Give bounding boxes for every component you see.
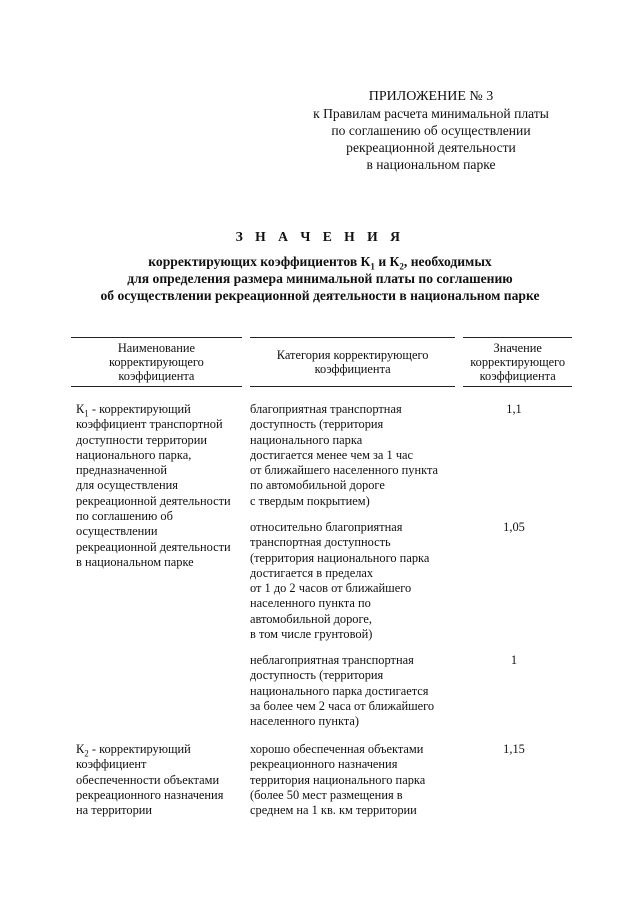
k1-symbol: К	[76, 402, 85, 416]
k1-name-line: осуществлении	[76, 524, 158, 539]
heading-line-1-part: , необходимых	[403, 254, 492, 269]
k2-category-1	[250, 742, 450, 818]
header-cell-value: Значение корректирующего коэффициента	[463, 338, 572, 387]
heading-line-1	[60, 253, 580, 270]
category-line: территория национального парка	[250, 772, 426, 787]
k2-name-line: на территории	[76, 803, 153, 818]
category-line: рекреационного назначения	[250, 757, 398, 772]
k2-symbol: К	[76, 742, 85, 756]
heading-sub: 2	[399, 261, 404, 272]
k1-name	[76, 402, 252, 570]
category-line: от 1 до 2 часов от ближайшего	[250, 581, 412, 596]
category-line: транспортная доступность	[250, 535, 391, 550]
appendix-line: рекреационной деятельности	[346, 140, 516, 155]
category-line: населенного пункта)	[250, 714, 359, 729]
category-line: по автомобильной дороге	[250, 478, 385, 493]
category-line: среднем на 1 кв. км территории	[250, 803, 417, 818]
category-line: доступность (территория	[250, 668, 384, 683]
k1-name-line: в национальном парке	[76, 554, 194, 569]
heading-title: З Н А Ч Е Н И Я	[235, 229, 405, 244]
category-line: хорошо обеспеченная объектами	[250, 742, 424, 756]
k2-name-line: коэффициент	[76, 757, 147, 772]
k2-name-line: обеспеченности объектами	[76, 772, 220, 787]
category-line: населенного пункта по	[250, 596, 371, 611]
category-line: благоприятная транспортная	[250, 402, 402, 416]
category-line: национального парка	[250, 432, 363, 447]
k1-value-1: 1,1	[506, 402, 522, 416]
document-heading	[60, 228, 580, 304]
k2-name-line	[76, 742, 252, 757]
k1-name-line	[76, 402, 252, 417]
category-line: (территория национального парка	[250, 550, 430, 565]
k2-name-line: рекреационного назначения	[76, 787, 224, 802]
table-header	[71, 337, 572, 387]
header-gap	[455, 338, 464, 387]
k1-name-line: рекреационной деятельности	[76, 493, 231, 508]
k1-value-3: 1	[510, 653, 518, 667]
category-line: (более 50 мест размещения в	[250, 787, 403, 802]
category-line: автомобильной дороге,	[250, 611, 373, 626]
k2-value-1: 1,15	[503, 742, 525, 756]
appendix-title: ПРИЛОЖЕНИЕ № 3	[368, 89, 494, 104]
k1-name-line: предназначенной	[76, 463, 167, 478]
category-line: от ближайшего населенного пункта	[250, 463, 439, 478]
header-gap	[242, 338, 251, 387]
k1-category-1	[250, 402, 450, 509]
k2-sub: 2	[84, 748, 89, 759]
category-line: с твердым покрытием)	[250, 493, 370, 508]
k1-name-line: коэффициент транспортной	[76, 417, 223, 432]
header-cell-name: Наименование корректирующего коэффициента	[71, 338, 242, 387]
k2-name	[76, 742, 252, 818]
category-line: национального парка достигается	[250, 683, 429, 698]
appendix-line: к Правилам расчета минимальной платы	[313, 106, 549, 121]
k1-category-2	[250, 520, 450, 642]
category-line: достигается менее чем за 1 час	[250, 447, 414, 462]
category-line: за более чем 2 часа от ближайшего	[250, 698, 435, 713]
k1-sub: 1	[84, 408, 89, 419]
k1-value-2: 1,05	[503, 520, 525, 534]
heading-line-3: об осуществлении рекреационной деятельности в национальном парке	[100, 288, 540, 303]
category-line: неблагоприятная транспортная	[250, 653, 414, 667]
k2-name-text: - корректирующий	[88, 742, 191, 756]
category-line: достигается в пределах	[250, 565, 374, 580]
heading-sub: 1	[370, 261, 375, 272]
heading-line-1-part: и К	[374, 254, 400, 269]
appendix-line: в национальном парке	[366, 157, 496, 172]
k1-name-line: национального парка,	[76, 447, 192, 462]
category-line: доступность (территория	[250, 417, 384, 432]
k1-name-line: для осуществления	[76, 478, 178, 493]
k1-name-line: рекреационной деятельности	[76, 539, 231, 554]
k1-category-3	[250, 653, 450, 729]
k1-name-text: - корректирующий	[88, 402, 191, 416]
appendix-line: по соглашению об осуществлении	[331, 123, 531, 138]
heading-line-1-part: корректирующих коэффициентов К	[148, 254, 371, 269]
k1-name-line: доступности территории	[76, 432, 208, 447]
category-line: в том числе грунтовой)	[250, 627, 373, 642]
appendix-block	[300, 88, 562, 173]
heading-line-2: для определения размера минимальной платы по соглашению	[127, 271, 513, 286]
header-cell-category: Категория корректирующего коэффициента	[250, 338, 454, 387]
k1-name-line: по соглашению об	[76, 509, 173, 524]
category-line: относительно благоприятная	[250, 520, 403, 534]
